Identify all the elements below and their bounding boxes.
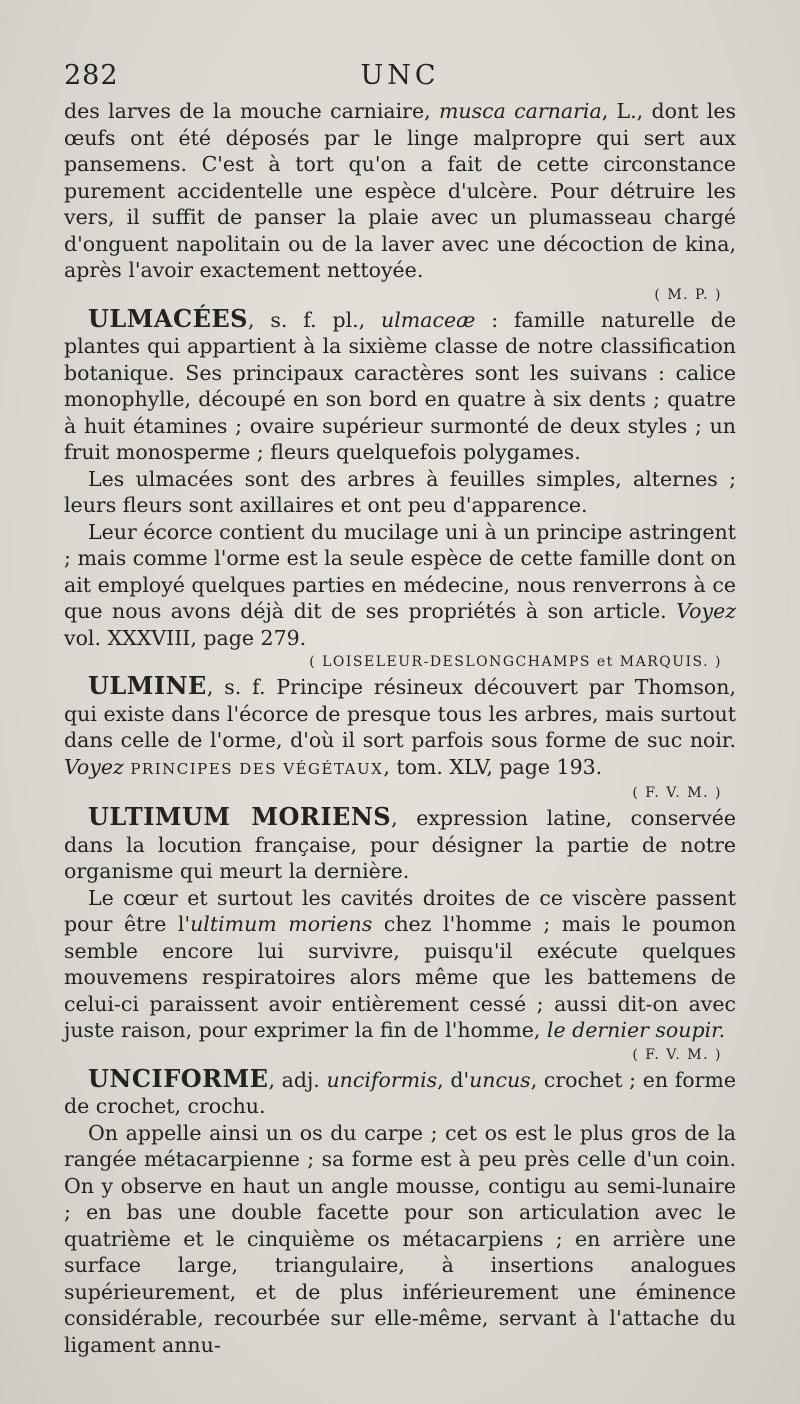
entry-ulmacees: ULMACÉES, s. f. pl., ulmaceæ : famille naturelle de plantes qui appartient à la sixième classe de notre classification botanique. Ses principaux caractères sont les suivans : calice monophylle, découpé en son bord en quatre à six dents ; quatre à huit étamines ; ovaire supérieur surmonté de deux styles ; un fruit monosperme ; fleurs quelquefois polygames. <box>64 303 736 464</box>
paragraph: Le cœur et surtout les cavités droites de ce viscère passent pour être l'ultimum moriens chez l'homme ; mais le poumon semble encore lui survivre, puisqu'il exécute quelques mouvemens respiratoires alors même que les battemens de celui-ci paraissent avoir entièrement cessé ; aussi dit-on avec juste raison, pour exprimer la fin de l'homme, le dernier soupir. <box>64 885 736 1042</box>
headword: UNCIFORME <box>88 1063 269 1093</box>
author-signature: ( LOISELEUR-DESLONGCHAMPS et MARQUIS. ) <box>309 654 722 670</box>
headword: ULMACÉES <box>88 303 249 333</box>
author-signature: ( F. V. M. ) <box>632 1046 722 1063</box>
page-header <box>64 60 736 94</box>
paragraph-continuation: des larves de la mouche carniaire, musca carnaria, L., dont les œufs ont été déposés par le linge malpropre qui sert aux pansemens. C'est à tort qu'on a fait de cette circonstance purement accidentelle une espèce d'ulcère. Pour détruire les vers, il suffit de panser la plaie avec un plumasseau chargé d'onguent napolitain ou de la laver avec une décoction de kina, après l'avoir exactement nettoyée. <box>64 99 736 282</box>
paragraph: Les ulmacées sont des arbres à feuilles simples, alternes ; leurs fleurs sont axillaires et ont peu d'apparence. <box>64 466 736 517</box>
entry-ultimum-moriens: ULTIMUM MORIENS, expression latine, conservée dans la locution française, pour désigner la partie de notre organisme qui meurt la dernière. <box>64 802 737 883</box>
running-head: UNC <box>360 60 440 91</box>
paragraph: On appelle ainsi un os du carpe ; cet os est le plus gros de la rangée métacarpienne ; sa forme est à peu près celle d'un coin. On y observe en haut un angle mousse, contigu au semi-lunaire ; en bas une double facette pour son articulation avec le quatrième et le cinquième os métacarpiens ; en arrière une surface large, triangulaire, à insertions analogues supérieurement, et de plus inférieurement une éminence considérable, recourbée sur elle-même, servant à l'attache du ligament annu- <box>64 1120 736 1357</box>
entry-unciforme: UNCIFORME, adj. unciformis, d'uncus, crochet ; en forme de crochet, crochu. <box>64 1063 736 1118</box>
entry-ulmine: ULMINE, s. f. Principe résineux découvert par Thomson, qui existe dans l'écorce de presque tous les arbres, mais surtout dans celle de l'orme, d'où il sort parfois sous forme de suc noir. Voyez PRINCIPES DES VÉGÉTAUX, tom. XLV, page 193. <box>64 671 736 779</box>
body-text <box>64 98 736 1358</box>
page-number: 282 <box>64 60 119 91</box>
headword: ULMINE <box>88 671 207 700</box>
author-signature: ( M. P. ) <box>654 286 722 303</box>
author-signature: ( F. V. M. ) <box>632 785 722 801</box>
headword: ULTIMUM MORIENS <box>88 802 392 831</box>
paragraph: Leur écorce contient du mucilage uni à un principe astringent ; mais comme l'orme est la seule espèce de cette famille dont on ait employé quelques parties en médecine, nous renverrons à ce que nous avons déjà dit de ses propriétés à son article. Voyez vol. XXXVIII, page 279. <box>64 519 736 650</box>
